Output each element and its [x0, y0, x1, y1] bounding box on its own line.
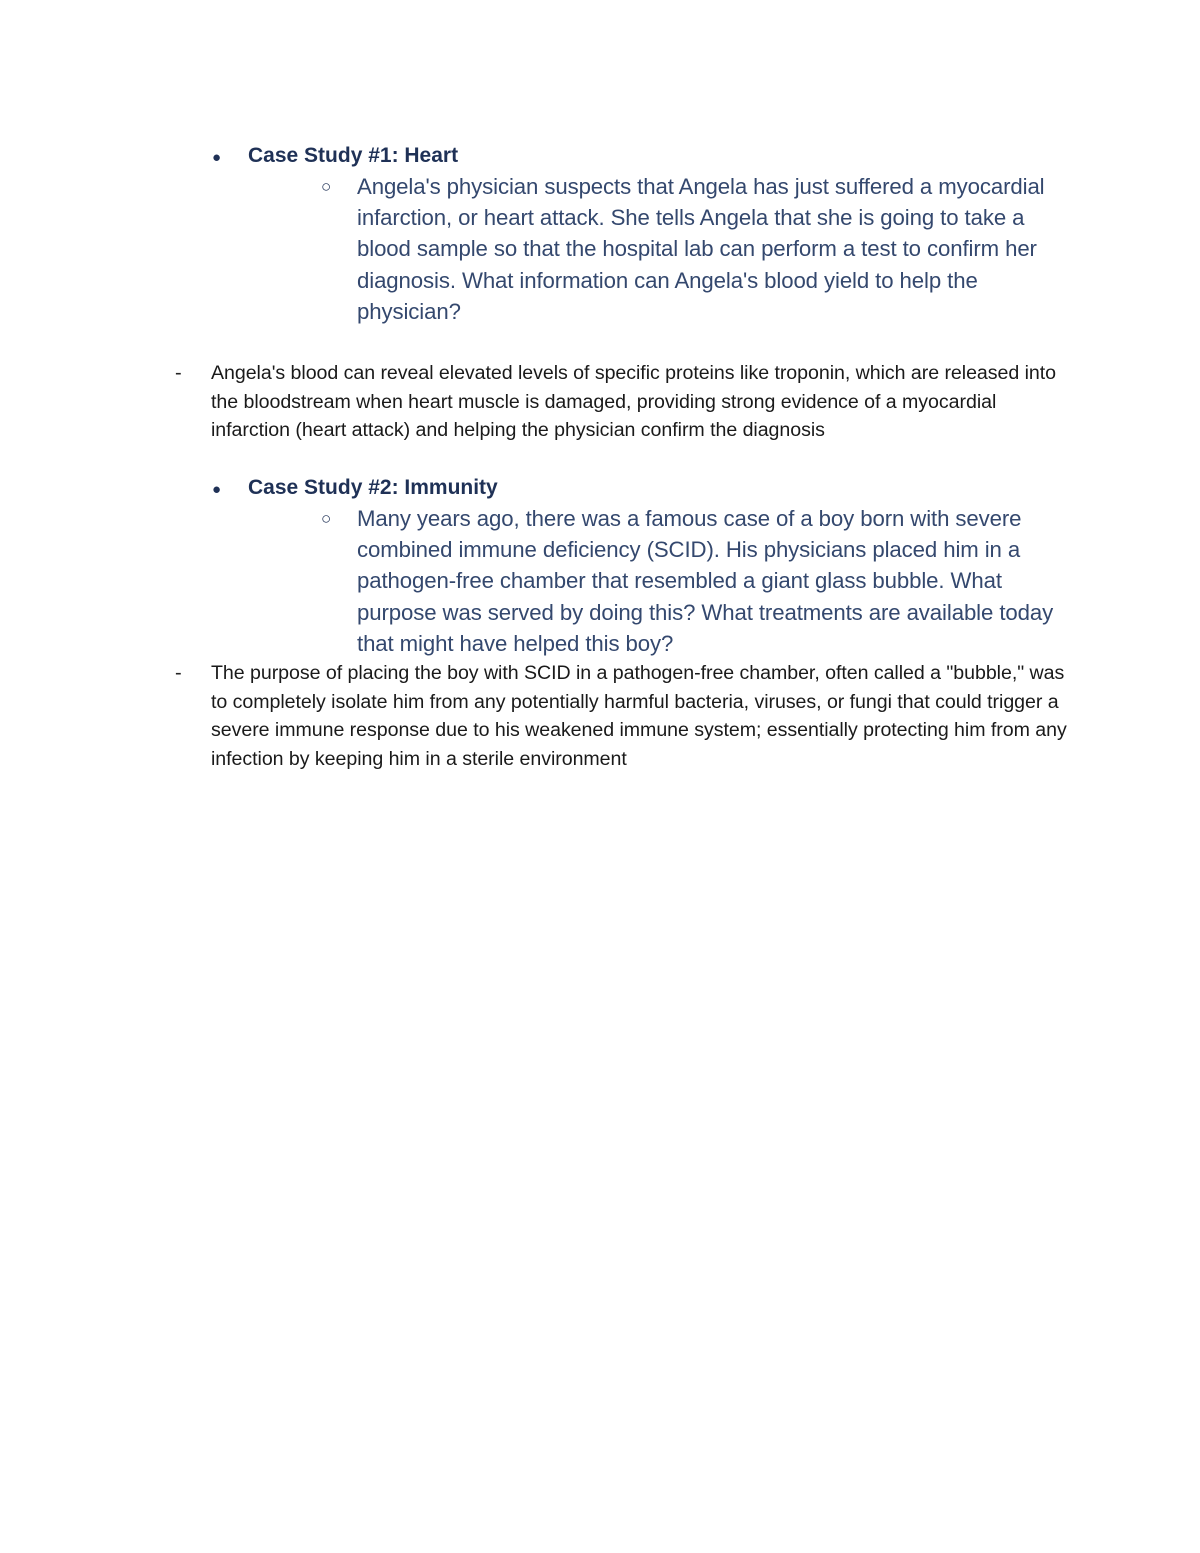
case-study-2-heading: [212, 476, 498, 502]
case-study-2-title: Case Study #2: Immunity: [248, 476, 498, 499]
case-study-1-question: Angela's physician suspects that Angela has just suffered a myocardial infarction, or heart attack. She tells Angela that she is going to take a blood sample so that the hospital lab can perform a test to confirm her diagnosis. What information can Angela's blood yield to help the physician?: [357, 174, 1045, 324]
circle-bullet-icon: ○: [321, 177, 332, 196]
case-study-2-answer-item: [175, 659, 1071, 773]
case-study-2-question-item: [321, 503, 1067, 659]
circle-bullet-icon: ○: [321, 509, 332, 528]
case-study-1-answer: Angela's blood can reveal elevated levels of specific proteins like troponin, which are released into the bloodstream when heart muscle is damaged, providing strong evidence of a myocardial infarction (heart attack) and helping the physician confirm the diagnosis: [211, 362, 1056, 441]
disc-bullet-icon: ●: [212, 481, 222, 498]
dash-bullet-icon: -: [175, 362, 182, 384]
case-study-1-question-item: [321, 171, 1067, 327]
disc-bullet-icon: ●: [212, 149, 222, 166]
case-study-2-question: Many years ago, there was a famous case of a boy born with severe combined immune deficiency (SCID). His physicians placed him in a pathogen-free chamber that resembled a giant glass bubble. What purpose was served by doing this? What treatments are available today that might have helped this boy?: [357, 506, 1054, 656]
case-study-1-answer-item: [175, 359, 1071, 445]
dash-bullet-icon: -: [175, 662, 182, 684]
case-study-1-heading: [212, 144, 458, 170]
case-study-2-answer: The purpose of placing the boy with SCID in a pathogen-free chamber, often called a "bubble," was to completely isolate him from any potentially harmful bacteria, viruses, or fungi that could trigger a severe immune response due to his weakened immune system; essentially protecting him from any infection by keeping him in a sterile environment: [211, 662, 1067, 770]
case-study-1-title: Case Study #1: Heart: [248, 144, 459, 167]
